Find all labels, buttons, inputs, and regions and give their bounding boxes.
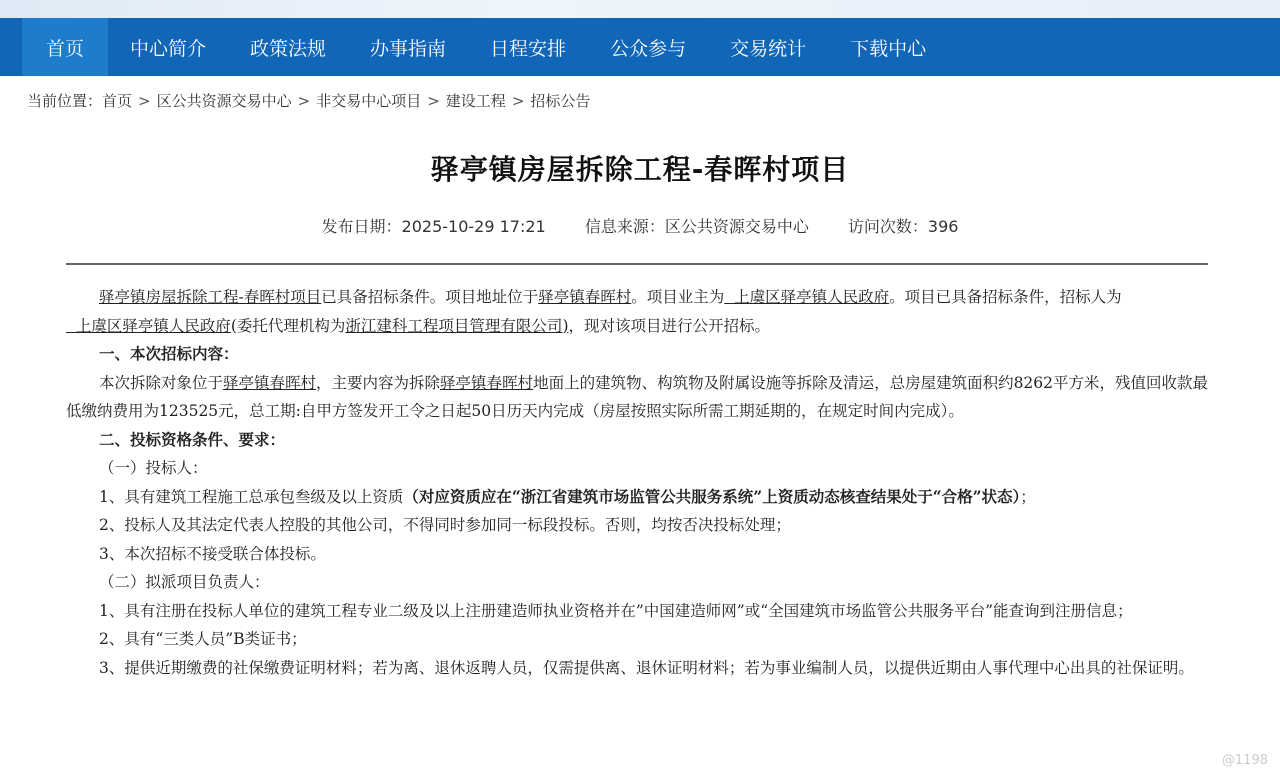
manager-req-1: 1、具有注册在投标人单位的建筑工程专业二级及以上注册建造师执业资格并在”中国建造师网”或“全国建筑市场监管公共服务平台”能查询到注册信息； bbox=[99, 601, 1133, 620]
breadcrumb-separator: > bbox=[511, 92, 525, 110]
agency-name: 浙江建科工程项目管理有限公司 bbox=[345, 316, 563, 335]
breadcrumb-separator: > bbox=[138, 92, 151, 110]
breadcrumb-home[interactable]: 首页 bbox=[102, 92, 133, 110]
nav-item-about[interactable]: 中心简介 bbox=[130, 37, 207, 60]
section-heading-1: 一、本次招标内容： bbox=[99, 344, 239, 363]
main-nav bbox=[0, 18, 1280, 76]
breadcrumb-non-trade[interactable]: 非交易中心项目 bbox=[316, 92, 422, 110]
watermark: @1198 bbox=[1221, 753, 1268, 768]
text: 。项目业主为 bbox=[631, 288, 725, 306]
breadcrumb-separator: > bbox=[427, 92, 440, 110]
text: ； bbox=[1020, 487, 1036, 506]
text: ，现对该项目进行公开招标。 bbox=[568, 316, 771, 335]
breadcrumb-separator: > bbox=[297, 92, 311, 110]
breadcrumb-center[interactable]: 区公共资源交易中心 bbox=[156, 92, 292, 110]
bidder-req-3: 3、本次招标不接受联合体投标。 bbox=[99, 544, 326, 563]
nav-item-stats[interactable]: 交易统计 bbox=[730, 37, 807, 60]
section-heading-2: 二、投标资格条件、要求： bbox=[99, 429, 286, 449]
location-ref: 驿亭镇春晖村 bbox=[223, 373, 317, 392]
breadcrumb-construction[interactable]: 建设工程 bbox=[445, 92, 506, 110]
scope-paragraph bbox=[66, 369, 1208, 426]
nav-item-policy[interactable]: 政策法规 bbox=[250, 37, 327, 60]
project-location: 驿亭镇春晖村 bbox=[538, 288, 632, 306]
nav-item-guide[interactable]: 办事指南 bbox=[370, 37, 447, 60]
text: （对应资质应在“浙江省建筑市场监管公共服务系统”上资质动态核查结果处于“合格”状态） bbox=[403, 486, 1021, 506]
publish-date: 发布日期：2025-10-29 17:21 bbox=[321, 217, 546, 236]
visit-count: 访问次数：396 bbox=[847, 217, 959, 236]
manager-req-3: 3、提供近期缴费的社保缴费证明材料；若为离、退休返聘人员，仅需提供离、退休证明材料；若为事业编制人员，以提供近期由人事代理中心出具的社保证明。 bbox=[99, 658, 1194, 677]
text: (委托代理机构为 bbox=[230, 316, 346, 335]
subsection-bidder: （一）投标人： bbox=[99, 459, 208, 477]
location-ref: 驿亭镇春晖村 bbox=[440, 373, 534, 392]
text: 本次拆除对象位于 bbox=[99, 373, 224, 392]
text: ，主要内容为拆除 bbox=[316, 373, 441, 392]
nav-item-schedule[interactable]: 日程安排 bbox=[490, 37, 567, 60]
nav-item-download[interactable]: 下载中心 bbox=[850, 37, 927, 60]
article-meta bbox=[0, 214, 1280, 237]
subsection-manager: （二）拟派项目负责人： bbox=[99, 573, 270, 591]
article-title: 驿亭镇房屋拆除工程-春晖村项目 bbox=[430, 153, 850, 186]
breadcrumb bbox=[0, 76, 1280, 114]
breadcrumb-prefix: 当前位置： bbox=[27, 92, 103, 110]
title-divider bbox=[66, 263, 1208, 265]
text: 。项目已具备招标条件，招标人为 bbox=[889, 288, 1122, 306]
bidder-req-1 bbox=[66, 483, 1208, 512]
breadcrumb-bid-notice[interactable]: 招标公告 bbox=[530, 92, 591, 110]
info-source: 信息来源：区公共资源交易中心 bbox=[584, 217, 809, 236]
top-banner-strip bbox=[0, 0, 1280, 18]
tenderer: 上虞区驿亭镇人民政府 bbox=[66, 316, 231, 335]
text: 已具备招标条件。项目地址位于 bbox=[321, 288, 539, 306]
text: ) bbox=[562, 316, 569, 335]
project-name: 驿亭镇房屋拆除工程-春晖村项目 bbox=[99, 288, 322, 306]
nav-item-public[interactable]: 公众参与 bbox=[610, 37, 687, 60]
manager-req-2: 2、具有“三类人员”B类证书； bbox=[99, 630, 307, 648]
nav-item-home[interactable]: 首页 bbox=[22, 18, 108, 76]
article-body bbox=[66, 283, 1208, 682]
bidder-req-2: 2、投标人及其法定代表人控股的其他公司，不得同时参加同一标段投标。否则，均按否决投标处理； bbox=[99, 516, 791, 534]
intro-paragraph bbox=[66, 283, 1208, 340]
text: 1、具有建筑工程施工总承包叁级及以上资质 bbox=[99, 487, 404, 506]
project-owner: 上虞区驿亭镇人民政府 bbox=[724, 288, 890, 306]
text: 地面上的建筑物、构筑物及附属设施等拆除及清运，总房屋建筑面积约8262平方米，残值回收款最低缴纳费用为123525元，总工期:自甲方签发开工令之日起50日历天内完成（房屋按照实际所需工期延期的，在规定时间内完成）。 bbox=[66, 373, 1209, 420]
